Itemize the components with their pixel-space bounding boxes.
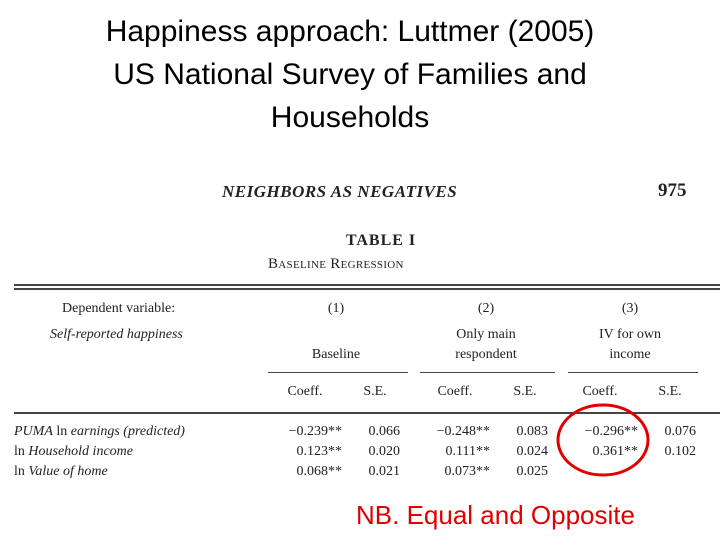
subheader-coeff-2: Coeff.	[437, 384, 473, 399]
row-value: 0.024	[516, 444, 548, 459]
row-value: 0.021	[368, 464, 400, 479]
subheader-se-3: S.E.	[658, 384, 682, 399]
row-label-mid: ln	[52, 424, 71, 439]
column-3-number: (3)	[621, 301, 639, 316]
column-2-desc-line-1: Only main	[456, 327, 516, 342]
running-head: NEIGHBORS AS NEGATIVES	[222, 182, 458, 201]
dependent-variable-label: Dependent variable:	[62, 301, 176, 316]
column-2-desc-line-2: respondent	[455, 347, 517, 362]
row-label-suffix: Value of home	[28, 464, 108, 479]
header-bottom-rule	[14, 412, 720, 414]
table-label: TABLE I	[345, 232, 417, 249]
top-rule-2	[14, 288, 720, 290]
row-label-suffix: Household income	[28, 444, 133, 459]
row-label	[14, 444, 133, 460]
row-label-mid: ln	[14, 464, 29, 479]
column-3-desc-line-1: IV for own	[599, 327, 661, 342]
row-value: 0.020	[368, 444, 400, 459]
page-number: 975	[658, 180, 687, 201]
row-value: 0.111**	[445, 444, 490, 459]
row-value: 0.073**	[444, 464, 490, 479]
column-3-rule	[568, 372, 698, 373]
row-value: 0.083	[516, 424, 548, 439]
row-value: 0.123**	[296, 444, 342, 459]
table-subtitle: Baseline Regression	[268, 256, 404, 272]
column-1-rule	[268, 372, 408, 373]
row-value: 0.066	[368, 424, 400, 439]
subheader-se-2: S.E.	[513, 384, 537, 399]
column-3-desc-line-2: income	[609, 347, 651, 362]
row-value: 0.025	[516, 464, 548, 479]
annotation-note: NB. Equal and Opposite	[356, 500, 635, 530]
top-rule	[14, 284, 720, 286]
subheader-se-1: S.E.	[363, 384, 387, 399]
row-value: 0.361**	[592, 444, 638, 459]
slide-title-line-1: Happiness approach: Luttmer (2005)	[105, 15, 595, 48]
dependent-variable-value: Self-reported happiness	[50, 327, 183, 342]
slide-title-line-3: Households	[270, 101, 430, 134]
row-value: −0.248**	[436, 424, 490, 439]
slide-title	[0, 10, 700, 139]
row-label-mid: ln	[14, 444, 29, 459]
row-label-prefix: PUMA	[14, 424, 53, 439]
column-1-desc-line-2: Baseline	[311, 347, 361, 362]
row-value: −0.239**	[288, 424, 342, 439]
slide-title-line-2: US National Survey of Families and	[113, 58, 587, 91]
row-label-suffix: earnings (predicted)	[70, 424, 185, 439]
column-2-rule	[420, 372, 555, 373]
row-value: −0.296**	[584, 424, 638, 439]
row-value: 0.068**	[296, 464, 342, 479]
row-value: 0.102	[664, 444, 696, 459]
row-value: 0.076	[664, 424, 696, 439]
subheader-coeff-1: Coeff.	[287, 384, 323, 399]
row-label	[14, 464, 108, 480]
scanned-table	[0, 170, 720, 500]
column-1-number: (1)	[327, 301, 345, 316]
subheader-coeff-3: Coeff.	[582, 384, 618, 399]
column-2-number: (2)	[477, 301, 495, 316]
row-label	[14, 424, 185, 440]
